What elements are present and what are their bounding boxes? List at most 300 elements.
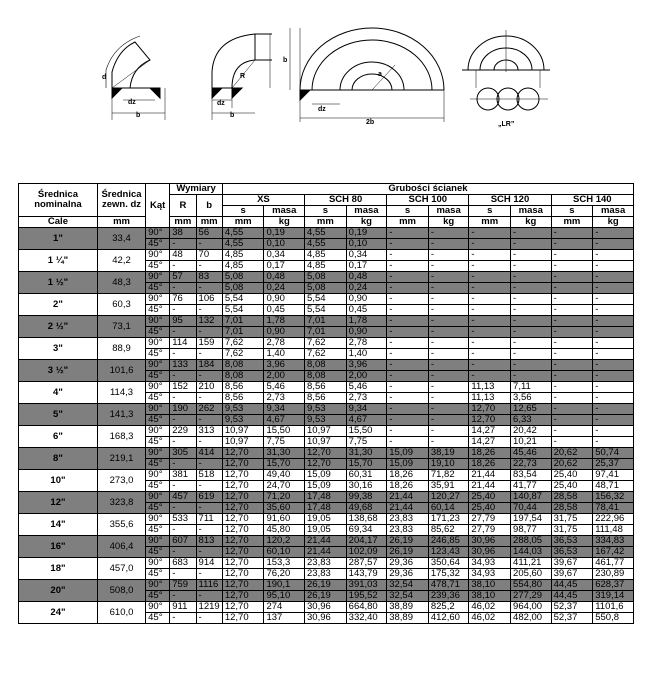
value-cell: 46,02 (469, 613, 511, 624)
value-cell: 25,37 (593, 459, 634, 470)
value-cell: 10,97 (305, 437, 347, 448)
value-cell: - (428, 349, 469, 360)
value-cell: 533 (170, 514, 196, 525)
value-cell: - (551, 283, 593, 294)
angle-cell: 45° (146, 283, 170, 294)
table-row (19, 338, 634, 349)
value-cell: 12,70 (222, 514, 264, 525)
value-cell: 313 (196, 426, 222, 437)
value-cell: 190,1 (264, 580, 305, 591)
value-cell: 0,34 (346, 250, 387, 261)
value-cell: 813 (196, 536, 222, 547)
table-body (19, 228, 634, 624)
value-cell: 0,19 (264, 228, 305, 239)
outer-diameter-cell: 508,0 (97, 580, 145, 602)
table-row (19, 448, 634, 459)
d-label-1: d (102, 74, 107, 81)
angle-cell: 90° (146, 580, 170, 591)
value-cell: 15,70 (346, 459, 387, 470)
table-row (19, 382, 634, 393)
value-cell: - (428, 228, 469, 239)
header-s: s (551, 206, 593, 217)
value-cell: - (170, 239, 196, 250)
value-cell: 15,09 (387, 448, 429, 459)
value-cell: - (551, 272, 593, 283)
outer-diameter-cell: 168,3 (97, 426, 145, 448)
value-cell: 20,62 (551, 459, 593, 470)
value-cell: 711 (196, 514, 222, 525)
unit-mm: mm (469, 217, 511, 228)
value-cell: 205,60 (511, 569, 552, 580)
value-cell: 239,36 (428, 591, 469, 602)
value-cell: 9,34 (346, 404, 387, 415)
value-cell: 19,05 (305, 525, 347, 536)
value-cell: 222,96 (593, 514, 634, 525)
dz-label-1: dz (128, 99, 136, 106)
value-cell: - (196, 459, 222, 470)
value-cell: 31,75 (551, 525, 593, 536)
value-cell: 0,34 (264, 250, 305, 261)
value-cell: 4,85 (222, 250, 264, 261)
unit-mm: mm (170, 217, 196, 228)
angle-cell: 45° (146, 569, 170, 580)
value-cell: - (387, 283, 429, 294)
value-cell: 12,70 (305, 448, 347, 459)
R-label-2: R (240, 73, 246, 80)
value-cell: 7,01 (305, 316, 347, 327)
value-cell: - (551, 294, 593, 305)
value-cell: - (196, 503, 222, 514)
value-cell: 30,16 (346, 481, 387, 492)
value-cell: - (551, 239, 593, 250)
value-cell: 391,03 (346, 580, 387, 591)
value-cell: 38,10 (469, 580, 511, 591)
angle-cell: 90° (146, 382, 170, 393)
unit-mm: mm (387, 217, 429, 228)
value-cell: 184 (196, 360, 222, 371)
value-cell: 5,54 (305, 305, 347, 316)
value-cell: 12,70 (222, 547, 264, 558)
value-cell: - (170, 261, 196, 272)
value-cell: 26,19 (305, 580, 347, 591)
value-cell: - (551, 305, 593, 316)
value-cell: - (170, 393, 196, 404)
value-cell: - (428, 382, 469, 393)
value-cell: 8,56 (222, 382, 264, 393)
value-cell: 12,70 (222, 569, 264, 580)
value-cell: 5,08 (222, 283, 264, 294)
value-cell: 210 (196, 382, 222, 393)
value-cell: 99,38 (346, 492, 387, 503)
value-cell: 34,93 (469, 569, 511, 580)
value-cell: 26,19 (305, 591, 347, 602)
value-cell: 44,45 (551, 591, 593, 602)
value-cell: 120,2 (264, 536, 305, 547)
outer-diameter-cell: 323,8 (97, 492, 145, 514)
outer-diameter-cell: 610,0 (97, 602, 145, 624)
table-row (19, 360, 634, 371)
value-cell: 7,62 (305, 338, 347, 349)
outer-diameter-cell: 88,9 (97, 338, 145, 360)
angle-cell: 45° (146, 261, 170, 272)
value-cell: 20,62 (551, 448, 593, 459)
return-180-drawing (290, 28, 444, 122)
value-cell: - (170, 481, 196, 492)
value-cell: - (428, 272, 469, 283)
header-masa: masa (428, 206, 469, 217)
value-cell: 7,01 (222, 316, 264, 327)
value-cell: 8,56 (305, 382, 347, 393)
value-cell: 554,80 (511, 580, 552, 591)
value-cell: 319,14 (593, 591, 634, 602)
angle-cell: 90° (146, 536, 170, 547)
value-cell: - (170, 305, 196, 316)
value-cell: 478,71 (428, 580, 469, 591)
value-cell: - (511, 371, 552, 382)
value-cell: 32,54 (387, 580, 429, 591)
value-cell: 1,40 (264, 349, 305, 360)
value-cell: 461,77 (593, 558, 634, 569)
value-cell: 7,11 (511, 382, 552, 393)
value-cell: 12,70 (222, 481, 264, 492)
value-cell: - (593, 360, 634, 371)
value-cell: - (387, 349, 429, 360)
dz-label-2: dz (217, 100, 225, 107)
value-cell: - (469, 239, 511, 250)
value-cell: 60,10 (264, 547, 305, 558)
value-cell: - (511, 272, 552, 283)
angle-cell: 90° (146, 272, 170, 283)
value-cell: 30,96 (469, 536, 511, 547)
value-cell: 19,05 (305, 514, 347, 525)
value-cell: 138,68 (346, 514, 387, 525)
value-cell: - (593, 338, 634, 349)
angle-cell: 45° (146, 327, 170, 338)
value-cell: 4,55 (305, 239, 347, 250)
value-cell: 0,90 (346, 327, 387, 338)
value-cell: - (196, 393, 222, 404)
value-cell: - (196, 239, 222, 250)
value-cell: 27,79 (469, 514, 511, 525)
value-cell: 9,53 (305, 415, 347, 426)
value-cell: 120,27 (428, 492, 469, 503)
value-cell: - (196, 261, 222, 272)
value-cell: 24,70 (264, 481, 305, 492)
header-angle: Kąt (146, 184, 170, 228)
value-cell: 332,40 (346, 613, 387, 624)
value-cell: 12,70 (222, 558, 264, 569)
nominal-size-cell: 16" (19, 536, 98, 558)
angle-cell: 45° (146, 349, 170, 360)
header-wall: Grubości ścianek (222, 184, 633, 195)
value-cell: 27,79 (469, 525, 511, 536)
angle-cell: 45° (146, 591, 170, 602)
value-cell: - (387, 327, 429, 338)
value-cell: 4,67 (264, 415, 305, 426)
angle-cell: 90° (146, 250, 170, 261)
value-cell: 41,77 (511, 481, 552, 492)
value-cell: 137 (264, 613, 305, 624)
value-cell: 95,10 (264, 591, 305, 602)
value-cell: 18,26 (387, 481, 429, 492)
value-cell: - (593, 305, 634, 316)
value-cell: 95 (170, 316, 196, 327)
value-cell: - (551, 437, 593, 448)
value-cell: 143,79 (346, 569, 387, 580)
value-cell: 102,09 (346, 547, 387, 558)
value-cell: 457 (170, 492, 196, 503)
value-cell: 8,56 (222, 393, 264, 404)
header-outer-diameter: Średnica zewn. dz (97, 184, 145, 217)
header-s: s (222, 206, 264, 217)
value-cell: 2,00 (346, 371, 387, 382)
value-cell: 25,40 (551, 481, 593, 492)
value-cell: 0,48 (264, 272, 305, 283)
value-cell: 18,26 (469, 448, 511, 459)
value-cell: - (551, 382, 593, 393)
value-cell: 71,20 (264, 492, 305, 503)
value-cell: 159 (196, 338, 222, 349)
value-cell: 34,93 (469, 558, 511, 569)
value-cell: 20,42 (511, 426, 552, 437)
value-cell: - (593, 437, 634, 448)
value-cell: 550,8 (593, 613, 634, 624)
outer-diameter-cell: 406,4 (97, 536, 145, 558)
value-cell: 38,89 (387, 613, 429, 624)
value-cell: 15,09 (305, 470, 347, 481)
value-cell: 0,19 (346, 228, 387, 239)
value-cell: - (551, 415, 593, 426)
outer-diameter-cell: 114,3 (97, 382, 145, 404)
value-cell: 23,83 (387, 514, 429, 525)
value-cell: 8,08 (222, 371, 264, 382)
value-cell: 0,90 (346, 294, 387, 305)
dz-label-3: dz (318, 106, 326, 113)
angle-cell: 90° (146, 316, 170, 327)
value-cell: - (428, 393, 469, 404)
value-cell: 17,48 (305, 492, 347, 503)
header-dims: Wymiary (170, 184, 223, 195)
value-cell: 12,70 (222, 470, 264, 481)
value-cell: - (428, 404, 469, 415)
value-cell: - (511, 261, 552, 272)
value-cell: 12,70 (469, 404, 511, 415)
b-label-1: b (136, 112, 141, 119)
value-cell: 25,40 (469, 492, 511, 503)
a-label: a (378, 71, 382, 78)
value-cell: 26,19 (387, 536, 429, 547)
unit-kg: kg (593, 217, 634, 228)
value-cell: 1116 (196, 580, 222, 591)
value-cell: - (428, 371, 469, 382)
angle-cell: 90° (146, 492, 170, 503)
nominal-size-cell: 1 ½" (19, 272, 98, 294)
outer-diameter-cell: 42,2 (97, 250, 145, 272)
nominal-size-cell: 20" (19, 580, 98, 602)
value-cell: 411,21 (511, 558, 552, 569)
value-cell: - (511, 239, 552, 250)
value-cell: 21,44 (469, 481, 511, 492)
value-cell: 7,75 (346, 437, 387, 448)
value-cell: 123,43 (428, 547, 469, 558)
value-cell: - (551, 426, 593, 437)
value-cell: - (593, 426, 634, 437)
value-cell: - (170, 613, 196, 624)
outer-diameter-cell: 457,0 (97, 558, 145, 580)
value-cell: 12,65 (511, 404, 552, 415)
value-cell: - (593, 294, 634, 305)
angle-cell: 45° (146, 437, 170, 448)
value-cell: 78,41 (593, 503, 634, 514)
value-cell: 49,40 (264, 470, 305, 481)
value-cell: 28,58 (551, 503, 593, 514)
value-cell: 5,54 (222, 294, 264, 305)
value-cell: - (551, 261, 593, 272)
value-cell: - (593, 327, 634, 338)
value-cell: 52,37 (551, 613, 593, 624)
value-cell: 25,40 (551, 470, 593, 481)
angle-cell: 45° (146, 393, 170, 404)
value-cell: 412,60 (428, 613, 469, 624)
value-cell: 4,85 (305, 250, 347, 261)
value-cell: - (511, 294, 552, 305)
b-label-3: b (283, 57, 288, 64)
value-cell: - (469, 349, 511, 360)
value-cell: 8,08 (305, 360, 347, 371)
value-cell: 7,01 (305, 327, 347, 338)
value-cell: - (593, 371, 634, 382)
value-cell: - (511, 305, 552, 316)
value-cell: - (469, 316, 511, 327)
value-cell: 964,00 (511, 602, 552, 613)
value-cell: 11,13 (469, 382, 511, 393)
angle-cell: 90° (146, 602, 170, 613)
value-cell: 1,78 (346, 316, 387, 327)
value-cell: 52,37 (551, 602, 593, 613)
value-cell: 30,96 (305, 602, 347, 613)
nominal-size-cell: 12" (19, 492, 98, 514)
value-cell: 683 (170, 558, 196, 569)
value-cell: 204,17 (346, 536, 387, 547)
angle-cell: 45° (146, 371, 170, 382)
value-cell: 2,73 (264, 393, 305, 404)
value-cell: - (593, 272, 634, 283)
value-cell: 29,36 (387, 558, 429, 569)
value-cell: 39,67 (551, 558, 593, 569)
value-cell: - (196, 283, 222, 294)
value-cell: 48,71 (593, 481, 634, 492)
value-cell: - (511, 283, 552, 294)
value-cell: 0,90 (264, 327, 305, 338)
value-cell: 70,44 (511, 503, 552, 514)
value-cell: 262 (196, 404, 222, 415)
value-cell: - (196, 547, 222, 558)
value-cell: 45,80 (264, 525, 305, 536)
value-cell: 482,00 (511, 613, 552, 624)
value-cell: - (593, 382, 634, 393)
value-cell: 246,85 (428, 536, 469, 547)
elbow-dimensions-table (18, 183, 634, 624)
table-row (19, 272, 634, 283)
value-cell: 230,89 (593, 569, 634, 580)
value-cell: 5,46 (346, 382, 387, 393)
value-cell: 12,70 (469, 415, 511, 426)
value-cell: - (551, 327, 593, 338)
table-row (19, 250, 634, 261)
outer-diameter-cell: 101,6 (97, 360, 145, 382)
value-cell: 49,68 (346, 503, 387, 514)
lr-drawing (462, 30, 550, 110)
value-cell: 48 (170, 250, 196, 261)
2b-label: 2b (366, 119, 375, 126)
value-cell: - (170, 283, 196, 294)
value-cell: 19,10 (428, 459, 469, 470)
lr-label: „LR” (498, 121, 515, 128)
value-cell: 4,55 (222, 228, 264, 239)
value-cell: 8,08 (222, 360, 264, 371)
value-cell: - (469, 228, 511, 239)
value-cell: - (387, 272, 429, 283)
value-cell: 38,89 (387, 602, 429, 613)
value-cell: - (387, 382, 429, 393)
value-cell: - (387, 239, 429, 250)
value-cell: - (387, 294, 429, 305)
angle-cell: 45° (146, 481, 170, 492)
value-cell: - (551, 404, 593, 415)
value-cell: 167,42 (593, 547, 634, 558)
angle-cell: 45° (146, 239, 170, 250)
outer-diameter-cell: 141,3 (97, 404, 145, 426)
value-cell: - (170, 437, 196, 448)
value-cell: 1101,6 (593, 602, 634, 613)
value-cell: 171,23 (428, 514, 469, 525)
value-cell: - (469, 250, 511, 261)
value-cell: 140,87 (511, 492, 552, 503)
value-cell: - (196, 525, 222, 536)
value-cell: 21,44 (469, 470, 511, 481)
value-cell: 36,53 (551, 536, 593, 547)
value-cell: 98,77 (511, 525, 552, 536)
value-cell: - (170, 591, 196, 602)
value-cell: 4,55 (222, 239, 264, 250)
value-cell: 197,54 (511, 514, 552, 525)
value-cell: 10,97 (222, 437, 264, 448)
value-cell: 70 (196, 250, 222, 261)
value-cell: 10,97 (222, 426, 264, 437)
value-cell: 607 (170, 536, 196, 547)
value-cell: 759 (170, 580, 196, 591)
outer-diameter-cell: 219,1 (97, 448, 145, 470)
value-cell: 9,53 (305, 404, 347, 415)
table-row (19, 558, 634, 569)
value-cell: 22,73 (511, 459, 552, 470)
angle-cell: 45° (146, 613, 170, 624)
value-cell: 31,30 (346, 448, 387, 459)
value-cell: 5,08 (222, 272, 264, 283)
value-cell: - (387, 228, 429, 239)
value-cell: - (196, 591, 222, 602)
value-cell: 17,48 (305, 503, 347, 514)
b-label-2: b (230, 112, 235, 119)
value-cell: - (469, 371, 511, 382)
header-masa: masa (593, 206, 634, 217)
value-cell: - (387, 404, 429, 415)
value-cell: 4,55 (305, 228, 347, 239)
value-cell: - (593, 239, 634, 250)
value-cell: 5,08 (305, 272, 347, 283)
value-cell: 0,17 (346, 261, 387, 272)
value-cell: - (428, 239, 469, 250)
